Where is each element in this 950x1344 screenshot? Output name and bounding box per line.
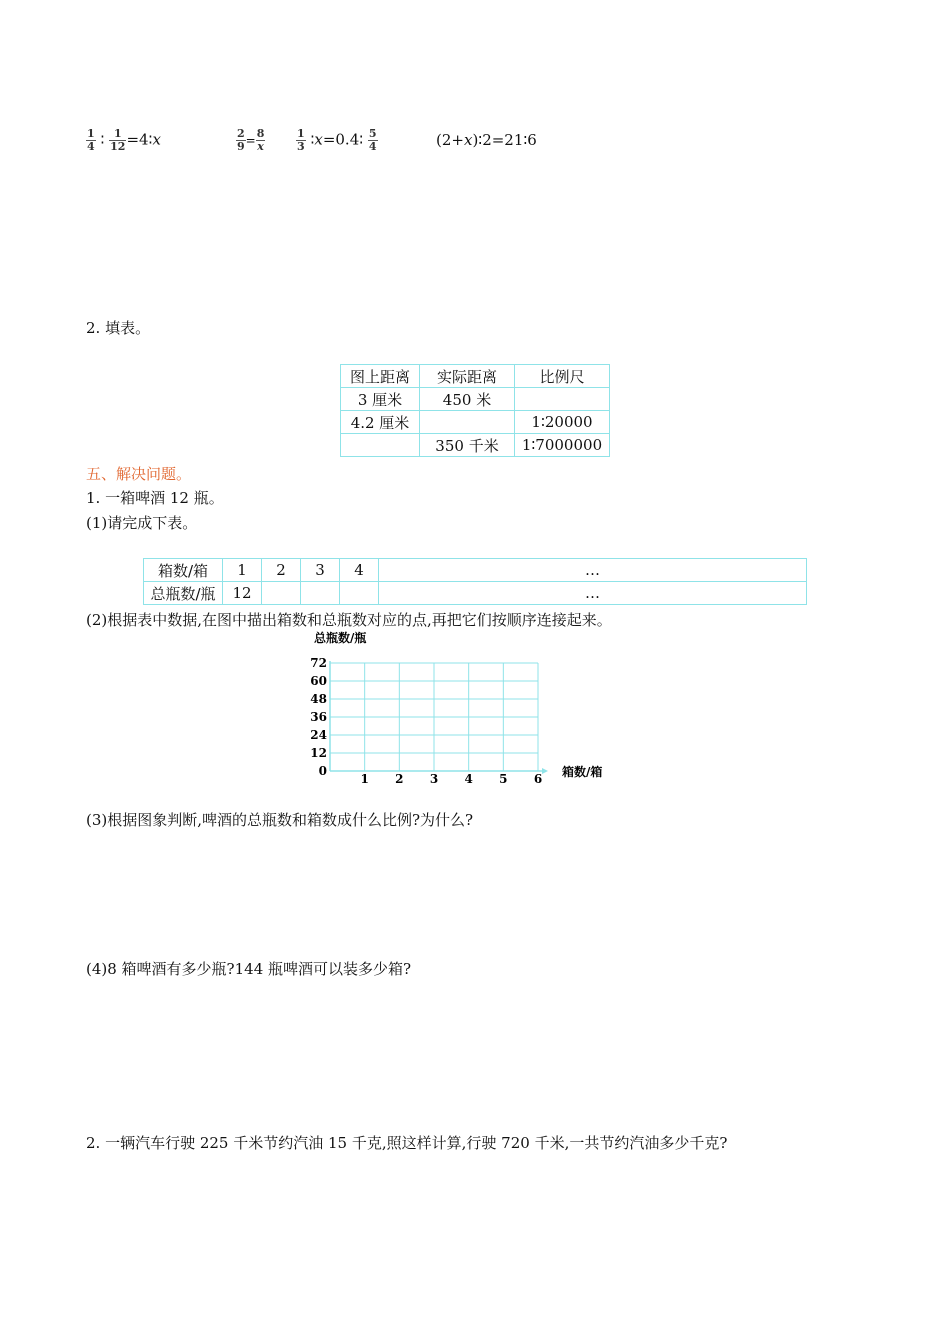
table-cell[interactable] bbox=[340, 582, 379, 605]
table-cell[interactable] bbox=[341, 434, 420, 457]
x-tick-label: 5 bbox=[499, 772, 508, 786]
table-cell: 1∶7000000 bbox=[515, 434, 610, 457]
problem-1-sub3: (3)根据图象判断,啤酒的总瓶数和箱数成什么比例?为什么? bbox=[86, 811, 474, 829]
y-tick-label: 72 bbox=[310, 656, 327, 670]
table-cell[interactable] bbox=[420, 411, 515, 434]
fraction: $\frac{1}{4}$ bbox=[87, 127, 95, 153]
equation-2: $\frac{2}{9}$ = $\frac{8}{x}$ bbox=[237, 127, 265, 153]
x-tick-label: 4 bbox=[464, 772, 473, 786]
problem-1-title: 1. 一箱啤酒 12 瓶。 bbox=[86, 489, 224, 507]
x-tick-label: 2 bbox=[395, 772, 404, 786]
problem-1-sub2: (2)根据表中数据,在图中描出箱数和总瓶数对应的点,再把它们按顺序连接起来。 bbox=[86, 611, 612, 629]
y-tick-label: 60 bbox=[310, 674, 327, 688]
problem-2-text: 2. 一辆汽车行驶 225 千米节约汽油 15 千克,照这样计算,行驶 720 千米,一共节约汽油多少千克? bbox=[86, 1134, 728, 1152]
x-tick-label: 6 bbox=[533, 772, 543, 786]
y-axis-label: 总瓶数/瓶 bbox=[314, 631, 367, 645]
table-cell: 4.2 厘米 bbox=[341, 411, 420, 434]
question-2-title: 2. 填表。 bbox=[86, 319, 151, 337]
row-label-bottles: 总瓶数/瓶 bbox=[144, 582, 223, 605]
y-tick-label: 12 bbox=[310, 746, 327, 760]
table-cell: 12 bbox=[223, 582, 262, 605]
box-table bbox=[143, 558, 807, 605]
table-cell-ellipsis: … bbox=[379, 582, 807, 605]
table-cell: 350 千米 bbox=[420, 434, 515, 457]
scale-table bbox=[340, 364, 610, 457]
table-cell: 3 bbox=[301, 559, 340, 582]
x-tick-label: 1 bbox=[360, 772, 369, 786]
table-cell: 1 bbox=[223, 559, 262, 582]
y-tick-label: 36 bbox=[310, 710, 327, 724]
table-cell: 450 米 bbox=[420, 388, 515, 411]
table-cell[interactable] bbox=[262, 582, 301, 605]
table-cell: 3 厘米 bbox=[341, 388, 420, 411]
fraction: $\frac{2}{9}$ bbox=[237, 127, 245, 153]
table-cell[interactable] bbox=[515, 388, 610, 411]
x-axis-arrow bbox=[542, 768, 548, 774]
fraction: $\frac{1}{3}$ bbox=[297, 127, 305, 153]
y-tick-label: 48 bbox=[310, 692, 327, 706]
fraction: $\frac{1}{12}$ bbox=[110, 127, 126, 153]
y-tick-label: 24 bbox=[310, 728, 327, 742]
header-map-distance: 图上距离 bbox=[341, 365, 420, 388]
fraction: $\frac{5}{4}$ bbox=[368, 127, 377, 153]
problem-1-sub1: (1)请完成下表。 bbox=[86, 514, 198, 532]
section-5-title: 五、解决问题。 bbox=[86, 465, 192, 483]
table-cell-ellipsis: … bbox=[379, 559, 807, 582]
problem-1-sub4: (4)8 箱啤酒有多少瓶?144 瓶啤酒可以装多少箱? bbox=[86, 960, 412, 978]
header-actual-distance: 实际距离 bbox=[420, 365, 515, 388]
chart bbox=[300, 628, 630, 788]
equation-4: (2+x)∶2=21∶6 bbox=[436, 131, 537, 149]
table-cell[interactable] bbox=[301, 582, 340, 605]
x-tick-label: 3 bbox=[429, 772, 439, 786]
table-cell: 2 bbox=[262, 559, 301, 582]
table-cell: 4 bbox=[340, 559, 379, 582]
y-tick-label: 0 bbox=[318, 764, 327, 778]
x-axis-label: 箱数/箱 bbox=[562, 765, 603, 779]
row-label-boxes: 箱数/箱 bbox=[144, 559, 223, 582]
fraction: $\frac{8}{x}$ bbox=[256, 127, 265, 153]
table-cell: 1∶20000 bbox=[515, 411, 610, 434]
header-scale: 比例尺 bbox=[515, 365, 610, 388]
equation-3: $\frac{1}{3}$ ∶x=0.4∶ $\frac{5}{4}$ bbox=[297, 127, 377, 153]
equation-1: $\frac{1}{4}$ ∶ $\frac{1}{12}$ =4∶x bbox=[87, 127, 161, 153]
